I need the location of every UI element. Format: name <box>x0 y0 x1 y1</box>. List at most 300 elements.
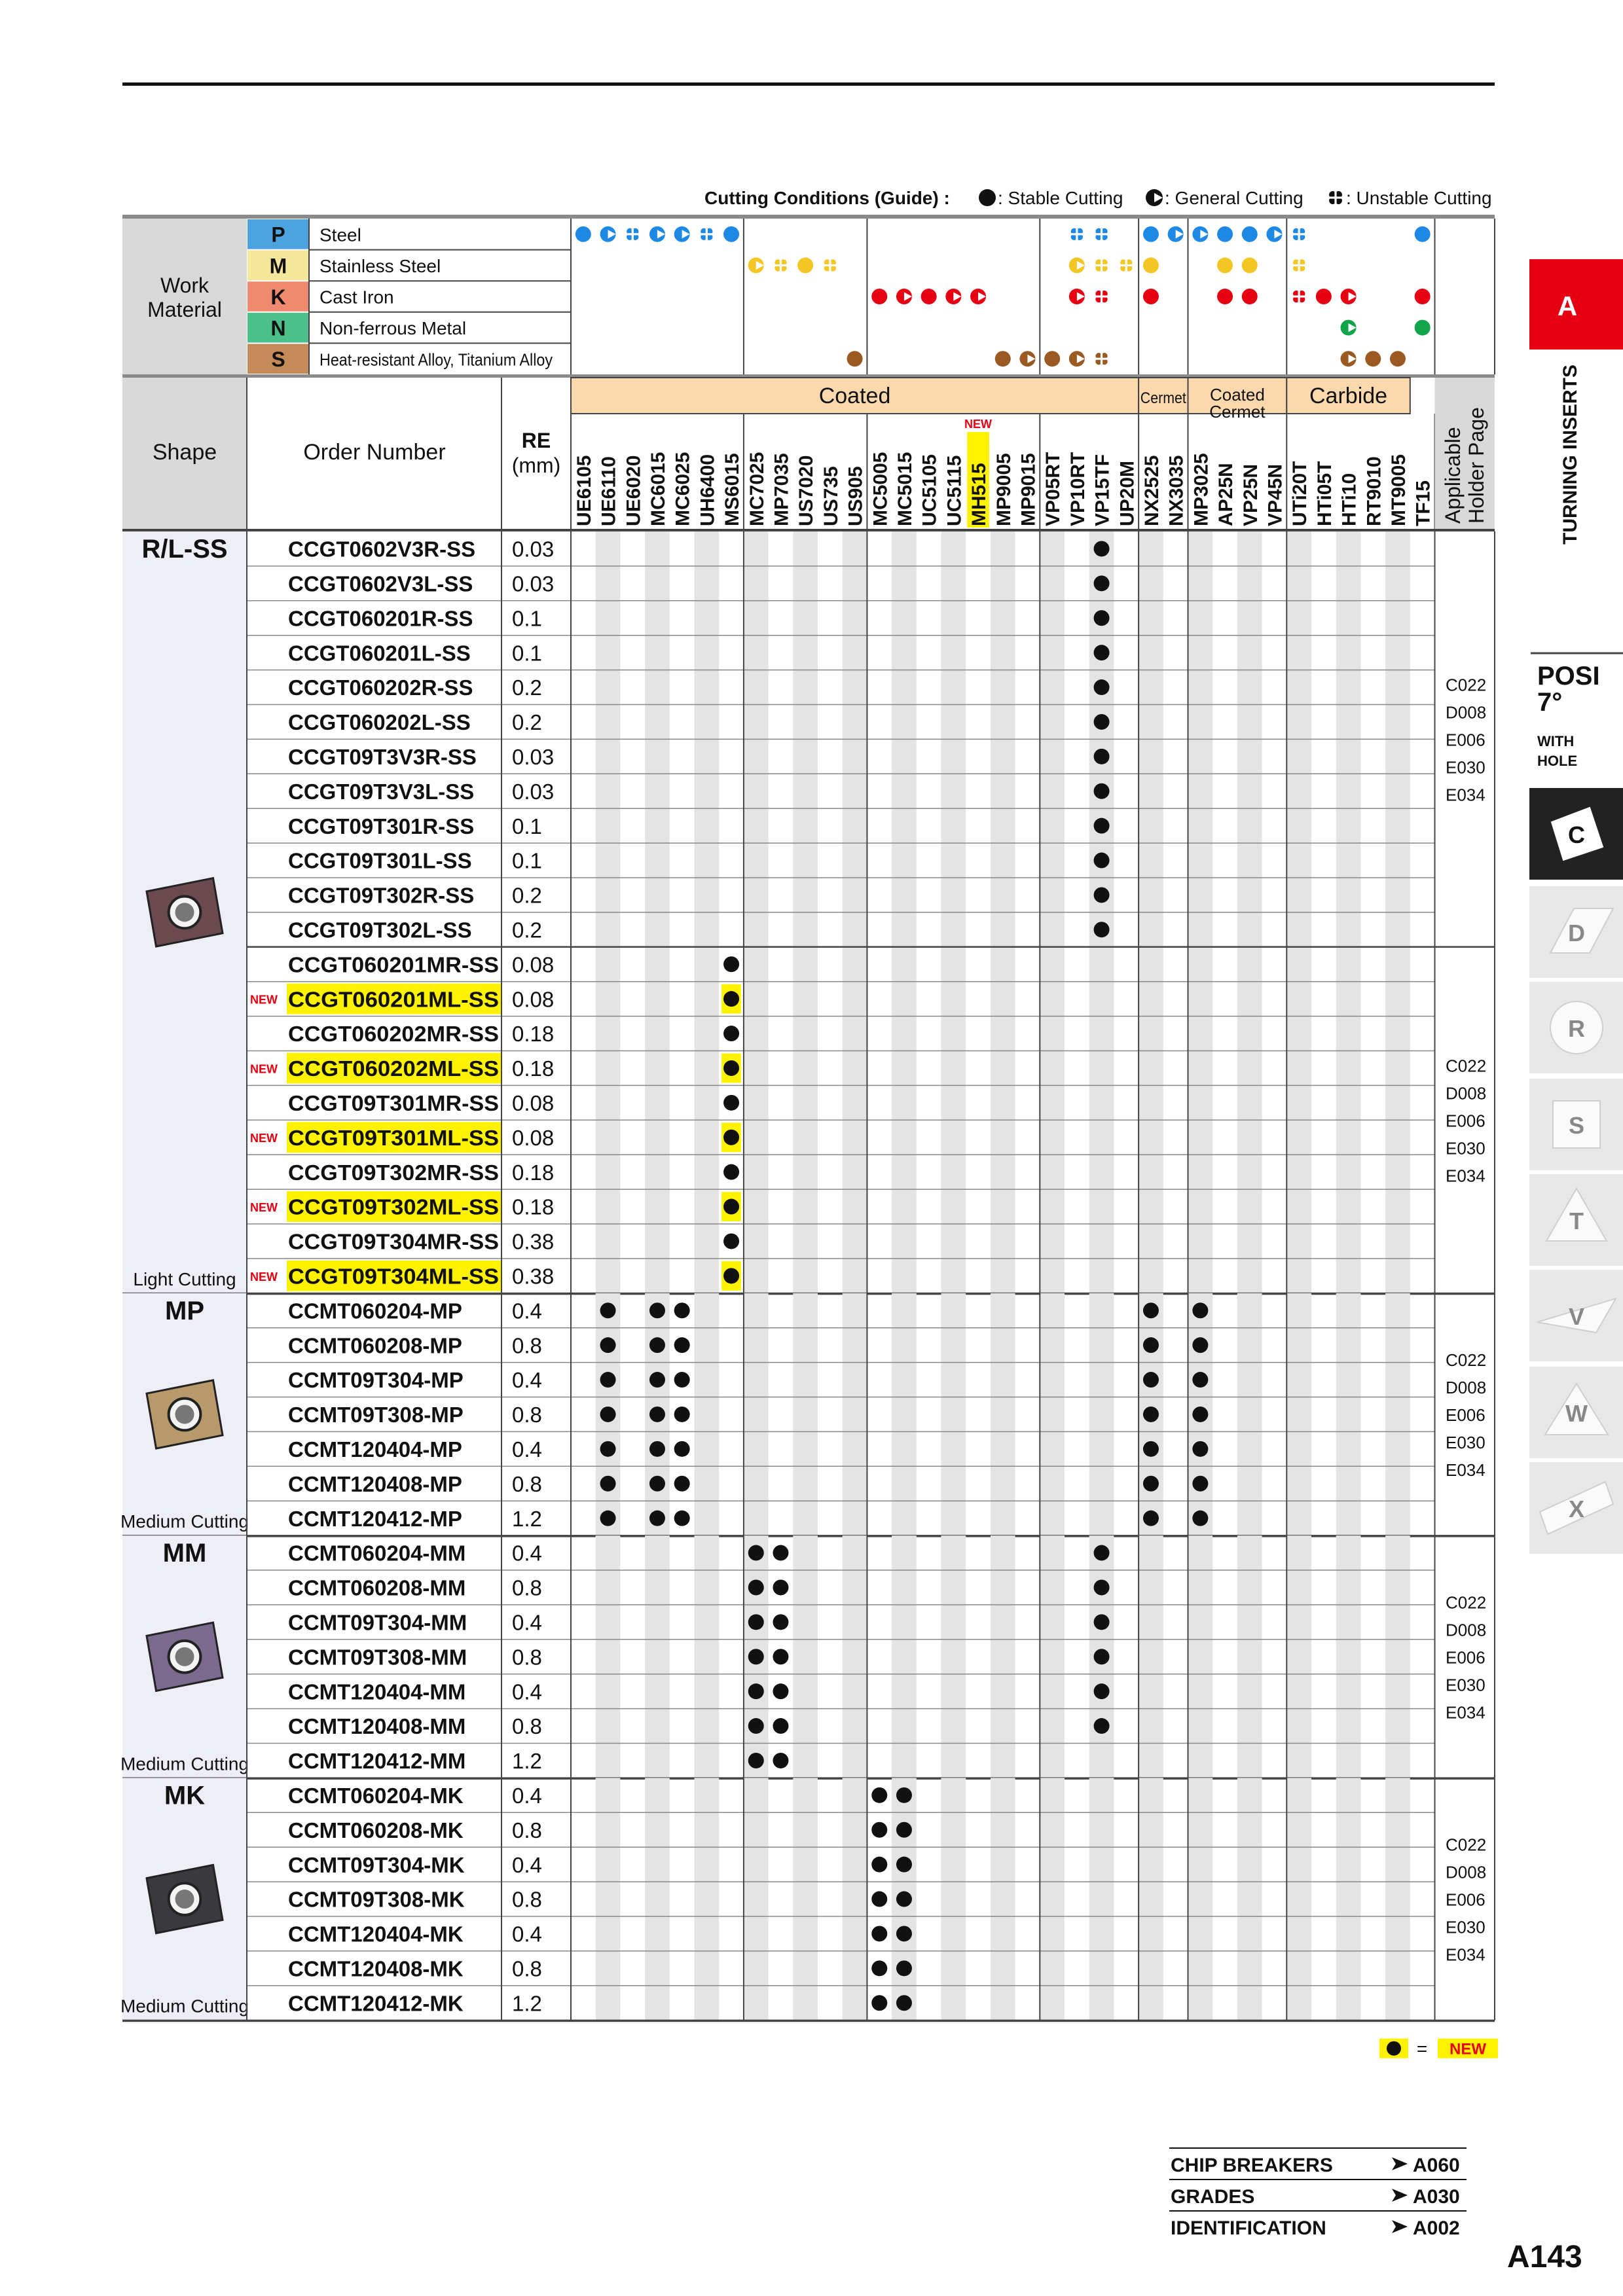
stable-dot <box>1094 1614 1110 1630</box>
stable-dot <box>649 1337 665 1353</box>
grade-name: US735 <box>820 466 842 526</box>
stable-dot <box>748 1718 764 1734</box>
stable-dot <box>871 1960 887 1976</box>
re-value: 0.8 <box>512 1575 542 1600</box>
new-tag: NEW <box>250 1200 278 1214</box>
new-legend-dot <box>1387 2041 1401 2056</box>
grade-column-shade <box>1040 1293 1065 1535</box>
general-mark <box>896 289 912 304</box>
re-value: 0.1 <box>512 606 542 631</box>
general-mark <box>674 226 690 242</box>
unstable-mark <box>1291 226 1307 242</box>
grade-name: UC5115 <box>943 455 966 526</box>
grade-name: MC5005 <box>869 452 892 526</box>
grade-column-shade <box>596 1778 621 2020</box>
new-tag: NEW <box>250 993 278 1007</box>
re-value: 1.2 <box>512 1991 542 2016</box>
holder-page-ref: E030 <box>1446 1432 1486 1452</box>
stable-mark <box>723 226 739 242</box>
section-title: TURNING INSERTS <box>1559 364 1581 545</box>
grade-column-shade <box>695 1293 720 1535</box>
general-mark <box>1341 289 1357 304</box>
order-number: CCGT0602V3L-SS <box>288 571 473 596</box>
grade-column-shade <box>1089 1778 1114 2020</box>
holder-page-ref: E006 <box>1446 1111 1486 1131</box>
stable-mark <box>1242 257 1258 273</box>
stable-dot <box>723 1199 739 1215</box>
re-value: 0.4 <box>512 1784 542 1808</box>
stable-dot <box>723 1130 739 1145</box>
stable-dot <box>674 1441 690 1457</box>
grade-name: NX3035 <box>1165 455 1188 526</box>
stable-dot <box>1094 575 1110 591</box>
stable-dot <box>1094 1683 1110 1699</box>
order-number: CCGT09T3V3L-SS <box>288 779 475 804</box>
footer-link-grades[interactable] <box>1169 2179 1467 2208</box>
grade-group-label: Coated <box>818 384 891 408</box>
stable-mark <box>1415 289 1431 304</box>
grade-name: HTi10 <box>1338 473 1360 526</box>
re-value: 0.4 <box>512 1299 542 1323</box>
stable-mark <box>1316 289 1332 304</box>
order-number: CCGT09T302L-SS <box>288 918 472 942</box>
order-number: CCGT09T301L-SS <box>288 848 472 873</box>
holder-page-ref: E006 <box>1446 1647 1486 1668</box>
order-number: CCMT120412-MM <box>288 1749 466 1774</box>
material-code: S <box>271 348 285 372</box>
grade-name: UC5105 <box>919 454 941 526</box>
re-value: 0.4 <box>512 1679 542 1704</box>
stable-mark <box>1365 351 1381 367</box>
new-tag: NEW <box>250 1132 278 1145</box>
re-value: 1.2 <box>512 1506 542 1531</box>
order-number: CCMT120408-MK <box>288 1956 464 1981</box>
holder-page-ref: E034 <box>1446 1460 1486 1480</box>
grade-column-shade <box>892 1293 917 1535</box>
grade-name: RT9010 <box>1363 456 1385 526</box>
stable-dot <box>600 1302 616 1318</box>
shape-label: MP <box>165 1296 204 1325</box>
grade-name: AP25N <box>1215 463 1237 526</box>
stable-dot <box>1094 783 1110 799</box>
grade-column-shade <box>991 1778 1015 2020</box>
stable-dot <box>896 1960 912 1976</box>
stable-dot <box>1143 1407 1159 1422</box>
grade-column-shade <box>744 1778 769 2020</box>
tab-letter: V <box>1568 1303 1585 1330</box>
new-tag: NEW <box>250 1062 278 1076</box>
stable-dot <box>748 1753 764 1768</box>
order-number: CCMT09T304-MM <box>288 1610 467 1635</box>
re-value: 0.03 <box>512 537 555 562</box>
grade-column-shade <box>843 1778 867 2020</box>
stable-dot <box>1192 1407 1208 1422</box>
re-value: 0.8 <box>512 1471 542 1496</box>
general-mark <box>1069 257 1085 273</box>
grade-column-shade <box>1336 1293 1361 1535</box>
grade-column-shade <box>1040 1535 1065 1778</box>
sidebar-tab-c[interactable] <box>1529 788 1623 880</box>
footer-link-identification[interactable] <box>1169 2211 1467 2239</box>
stable-mark <box>1390 351 1406 367</box>
re-value: 0.4 <box>512 1852 542 1877</box>
stable-dot <box>649 1372 665 1388</box>
grade-name: HTi05T <box>1313 461 1336 526</box>
re-value: 0.1 <box>512 641 542 666</box>
stable-dot-icon <box>979 189 996 206</box>
order-number: CCMT060208-MP <box>288 1333 462 1358</box>
grade-name: UE6110 <box>598 456 620 526</box>
tab-letter: T <box>1569 1208 1584 1234</box>
order-number: CCGT060202L-SS <box>288 710 471 735</box>
stable-dot <box>748 1649 764 1664</box>
stable-dot <box>674 1372 690 1388</box>
stable-dot <box>773 1614 788 1630</box>
sidebar-tab-s[interactable] <box>1529 1079 1623 1170</box>
general-mark <box>1069 351 1085 367</box>
general-mark <box>1168 226 1184 242</box>
footer-link-page: A060 <box>1413 2155 1460 2176</box>
holder-page-ref: D008 <box>1446 1083 1487 1103</box>
stable-dot <box>723 1268 739 1283</box>
sidebar-tab-t[interactable] <box>1529 1174 1623 1266</box>
sidebar-tab-v[interactable] <box>1529 1270 1623 1361</box>
unstable-mark <box>1094 289 1110 304</box>
general-mark <box>1341 351 1357 367</box>
footer-link-label: GRADES <box>1171 2186 1255 2208</box>
stable-dot <box>748 1579 764 1595</box>
stable-dot <box>1143 1441 1159 1457</box>
stable-dot <box>600 1511 616 1526</box>
material-name: Non-ferrous Metal <box>319 318 467 339</box>
stable-dot <box>896 1822 912 1838</box>
grade-name: MH515 <box>968 463 991 526</box>
order-number: CCMT09T308-MK <box>288 1887 465 1912</box>
grade-column-shade <box>645 1535 670 1778</box>
new-legend-eq: = <box>1416 2038 1428 2059</box>
grade-column-shade <box>1188 1778 1213 2020</box>
header-bottom-rule <box>122 529 1495 531</box>
holder-page-ref: D008 <box>1446 1862 1487 1882</box>
stable-dot <box>1094 1649 1110 1664</box>
stable-dot <box>748 1545 764 1561</box>
general-mark <box>945 289 961 304</box>
stable-dot <box>896 1892 912 1907</box>
unstable-mark <box>1291 257 1307 273</box>
general-mark <box>1019 351 1035 367</box>
tab-letter: R <box>1568 1015 1585 1042</box>
holder-page-ref: D008 <box>1446 702 1487 723</box>
sidebar-tab-w[interactable] <box>1529 1367 1623 1458</box>
stable-dot <box>649 1302 665 1318</box>
stable-dot <box>1094 922 1110 937</box>
stable-dot <box>896 1787 912 1803</box>
legend-stable: : Stable Cutting <box>998 188 1123 208</box>
re-value: 0.4 <box>512 1610 542 1635</box>
stable-dot <box>1094 1545 1110 1561</box>
stable-dot <box>674 1407 690 1422</box>
shape-label: R/L-SS <box>141 535 228 564</box>
re-value: 0.4 <box>512 1922 542 1946</box>
re-value: 0.4 <box>512 1368 542 1393</box>
stable-dot <box>871 1787 887 1803</box>
stable-dot <box>723 1026 739 1041</box>
order-number: CCGT060201MR-SS <box>288 952 499 977</box>
stable-mark <box>871 289 887 304</box>
order-number: CCMT120404-MP <box>288 1437 462 1462</box>
sidebar-tab-x[interactable] <box>1529 1462 1623 1554</box>
holder-page-ref: E030 <box>1446 1675 1486 1695</box>
grade-group-label-line2: Cermet <box>1209 402 1266 422</box>
holder-page-ref: E034 <box>1446 1166 1486 1186</box>
stable-mark <box>1217 226 1233 242</box>
header-order-number: Order Number <box>303 440 446 465</box>
grade-column-shade <box>1089 1293 1114 1535</box>
order-number: CCGT09T301MR-SS <box>288 1091 499 1116</box>
grade-column-shade <box>744 1293 769 1535</box>
re-value: 0.18 <box>512 1022 555 1047</box>
holder-page-ref: E006 <box>1446 1405 1486 1425</box>
stable-dot <box>896 1926 912 1941</box>
re-value: 0.8 <box>512 1714 542 1739</box>
stable-mark <box>847 351 863 367</box>
stable-dot <box>1094 853 1110 869</box>
re-value: 0.08 <box>512 952 555 977</box>
unstable-mark <box>1094 257 1110 273</box>
re-value: 0.2 <box>512 918 542 942</box>
grade-column-shade <box>793 1293 818 1535</box>
holder-page-ref: E034 <box>1446 785 1486 805</box>
grade-column-shade <box>1336 1778 1361 2020</box>
insert-image-icon <box>147 1380 223 1448</box>
stable-dot <box>674 1511 690 1526</box>
grade-name: US905 <box>845 466 867 526</box>
grade-name: UE6105 <box>573 455 595 526</box>
holder-page-ref: D008 <box>1446 1377 1487 1397</box>
stable-dot <box>1192 1441 1208 1457</box>
stable-dot <box>1094 541 1110 556</box>
stable-mark <box>1415 226 1431 242</box>
order-number: CCGT09T304ML-SS <box>288 1264 499 1289</box>
stable-mark <box>1143 226 1159 242</box>
stable-dot <box>773 1649 788 1664</box>
grade-name: MP3025 <box>1190 453 1213 526</box>
tab-letter: C <box>1568 821 1585 848</box>
grade-name: UTi20T <box>1289 461 1311 526</box>
re-value: 0.18 <box>512 1194 555 1219</box>
grade-name: VP05RT <box>1042 452 1065 526</box>
grade-name: MS6015 <box>721 453 744 526</box>
stable-mark <box>1044 351 1060 367</box>
holder-page-ref: C022 <box>1446 675 1487 695</box>
grade-column-shade <box>1188 1535 1213 1778</box>
unstable-mark <box>1291 289 1307 304</box>
grade-column-shade <box>645 1778 670 2020</box>
general-mark <box>600 226 616 242</box>
unstable-dot-icon <box>1327 189 1344 206</box>
order-number: CCMT060204-MK <box>288 1784 464 1808</box>
grade-column-shade <box>695 1535 720 1778</box>
stable-dot <box>649 1441 665 1457</box>
stable-dot <box>649 1476 665 1492</box>
tab-letter: D <box>1568 920 1585 946</box>
new-tag: NEW <box>250 1270 278 1283</box>
re-value: 0.4 <box>512 1541 542 1566</box>
stable-dot <box>1094 1579 1110 1595</box>
general-mark <box>748 257 764 273</box>
unstable-mark <box>1069 226 1085 242</box>
grade-name: MC6015 <box>647 452 669 526</box>
stable-dot <box>674 1337 690 1353</box>
stable-dot <box>1143 1511 1159 1526</box>
grade-column-shade <box>1237 1778 1262 2020</box>
arrow-right-icon <box>1392 2157 1408 2170</box>
grade-name: UH6400 <box>697 454 719 526</box>
stable-dot <box>773 1545 788 1561</box>
insert-image-icon <box>147 1865 223 1933</box>
re-value: 0.18 <box>512 1160 555 1185</box>
grade-column-shade <box>1237 1293 1262 1535</box>
re-value: 0.2 <box>512 710 542 735</box>
header-holder-page: Holder Page <box>1465 407 1488 524</box>
arrow-right-icon <box>1392 2189 1408 2202</box>
stable-dot <box>773 1683 788 1699</box>
legend-unstable: : Unstable Cutting <box>1346 188 1492 208</box>
grade-column-shade <box>892 1535 917 1778</box>
re-value: 0.38 <box>512 1264 555 1289</box>
general-mark <box>970 289 986 304</box>
stable-dot <box>1192 1476 1208 1492</box>
order-number: CCGT09T301R-SS <box>288 814 475 838</box>
stable-dot <box>1094 749 1110 764</box>
order-number: CCGT09T301ML-SS <box>288 1125 499 1150</box>
re-value: 0.1 <box>512 848 542 873</box>
order-number: CCGT060202R-SS <box>288 675 473 700</box>
grade-name: MC6025 <box>672 452 694 526</box>
order-number: CCGT060202ML-SS <box>288 1056 499 1081</box>
tab-letter: W <box>1565 1400 1588 1427</box>
insert-image-icon <box>147 878 223 946</box>
stable-dot <box>1094 1718 1110 1734</box>
grade-column-shade <box>991 1535 1015 1778</box>
holder-page-ref: C022 <box>1446 1056 1487 1076</box>
grade-column-shade <box>1139 1778 1163 2020</box>
footer-link-label: IDENTIFICATION <box>1171 2217 1326 2239</box>
stable-dot <box>1143 1476 1159 1492</box>
header-re-unit: (mm) <box>511 454 561 477</box>
posi-label: POSI <box>1537 662 1600 691</box>
order-number: CCMT120412-MP <box>288 1506 462 1531</box>
stable-dot <box>600 1441 616 1457</box>
footer-link-page: A002 <box>1413 2217 1460 2239</box>
order-number: CCMT120404-MM <box>288 1679 466 1704</box>
order-number: CCMT060204-MM <box>288 1541 466 1566</box>
holder-page-ref: D008 <box>1446 1620 1487 1640</box>
stable-dot <box>773 1718 788 1734</box>
grade-column-shade <box>991 1293 1015 1535</box>
re-value: 0.08 <box>512 1091 555 1116</box>
stable-dot <box>1094 610 1110 626</box>
grade-column-shade <box>941 1778 966 2020</box>
order-number: CCGT09T302R-SS <box>288 883 475 908</box>
stable-dot <box>1143 1302 1159 1318</box>
stable-mark <box>995 351 1011 367</box>
re-value: 0.38 <box>512 1229 555 1254</box>
grade-name: NX2525 <box>1140 455 1163 526</box>
order-number: CCMT120404-MK <box>288 1922 464 1946</box>
stable-dot <box>723 1164 739 1180</box>
re-value: 0.08 <box>512 1125 555 1150</box>
stable-dot <box>600 1476 616 1492</box>
material-code: P <box>271 223 285 247</box>
new-grade-tag: NEW <box>964 418 993 431</box>
stable-mark <box>921 289 937 304</box>
holder-page-ref: E006 <box>1446 730 1486 750</box>
stable-dot <box>871 1822 887 1838</box>
stable-dot <box>649 1511 665 1526</box>
stable-mark <box>1217 257 1233 273</box>
re-value: 0.03 <box>512 571 555 596</box>
wm-label-line1: Work <box>160 274 210 297</box>
grade-column-shade <box>596 1535 621 1778</box>
stable-mark <box>1242 226 1258 242</box>
order-number: CCMT120408-MP <box>288 1471 462 1496</box>
order-number: CCGT09T302ML-SS <box>288 1194 499 1219</box>
unstable-mark <box>699 226 714 242</box>
material-code: N <box>270 316 286 340</box>
grade-column-shade <box>1385 1535 1410 1778</box>
arrow-right-icon <box>1392 2220 1408 2233</box>
re-value: 0.8 <box>512 1818 542 1842</box>
grade-column-shade <box>1385 1293 1410 1535</box>
stable-dot <box>871 1926 887 1941</box>
legend-general: : General Cutting <box>1165 188 1304 208</box>
stable-dot <box>773 1579 788 1595</box>
grade-column-shade <box>1286 1778 1311 2020</box>
material-name: Heat-resistant Alloy, Titanium Alloy <box>319 350 553 370</box>
re-value: 0.1 <box>512 814 542 838</box>
grade-column-shade <box>793 1778 818 2020</box>
general-mark <box>649 226 665 242</box>
grade-column-shade <box>1336 1535 1361 1778</box>
insert-image-icon <box>147 1623 223 1691</box>
grade-column-shade <box>941 1293 966 1535</box>
material-name: Steel <box>319 224 361 245</box>
grade-name: MP9005 <box>993 453 1015 526</box>
new-legend-tag: NEW <box>1450 2040 1486 2058</box>
unstable-mark <box>773 257 788 273</box>
stable-dot <box>748 1683 764 1699</box>
order-number: CCGT060201L-SS <box>288 641 471 666</box>
order-number: CCMT09T304-MP <box>288 1368 464 1393</box>
shape-label: MM <box>162 1539 207 1568</box>
shape-sublabel: Medium Cutting <box>120 1996 249 2017</box>
grade-column-shade <box>1040 1778 1065 2020</box>
holder-page-ref: E030 <box>1446 1138 1486 1158</box>
grade-column-shade <box>793 1535 818 1778</box>
stable-dot <box>723 1060 739 1076</box>
header-re: RE <box>521 429 551 452</box>
stable-dot <box>600 1407 616 1422</box>
grade-group-label: Cermet <box>1140 389 1187 407</box>
order-number: CCGT060202MR-SS <box>288 1022 499 1047</box>
re-value: 0.4 <box>512 1437 542 1462</box>
footer-link-chip-breakers[interactable] <box>1169 2148 1467 2176</box>
stable-dot <box>1094 679 1110 695</box>
stable-mark <box>1143 289 1159 304</box>
sidebar-tab-d[interactable] <box>1529 886 1623 978</box>
sidebar-tab-r[interactable] <box>1529 982 1623 1073</box>
